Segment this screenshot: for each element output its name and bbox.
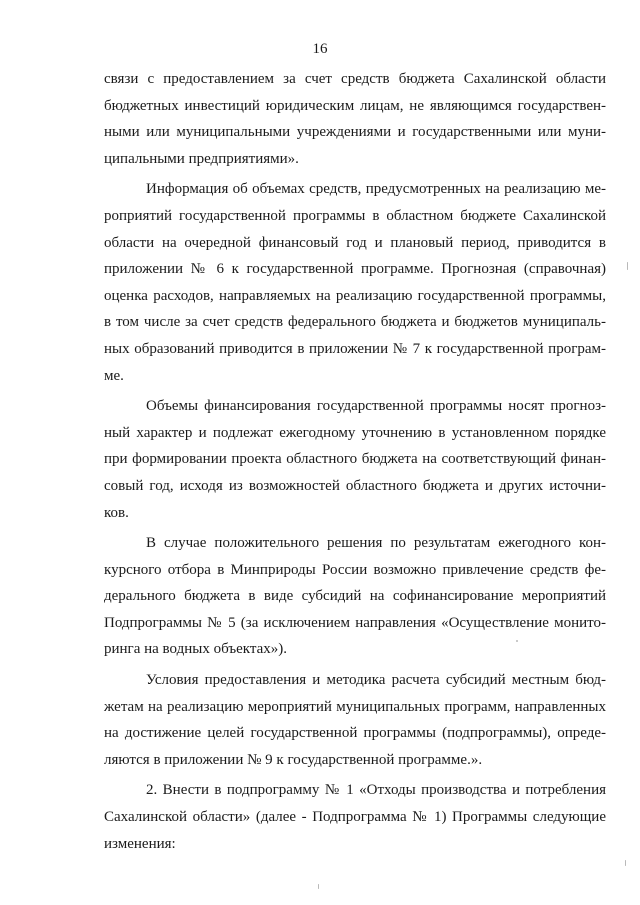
text-line: совый год, исходя из возможностей областного бюджета и других источни- [104, 477, 606, 494]
text-line: оценка расходов, направляемых на реализацию государственной программы, [104, 287, 606, 304]
text-line: Объемы финансирования государственной программы носят прогноз- [146, 398, 606, 415]
text-line: ных образований приводится в приложении № 7 к государственной програм- [104, 340, 606, 357]
paragraph-2 [104, 176, 606, 389]
paragraph-1 [104, 66, 606, 172]
text-line: Информация об объемах средств, предусмотренных на реализацию ме- [146, 181, 606, 198]
text-line: ляются в приложении № 9 к государственной программе.». [104, 751, 483, 768]
paragraph-3 [104, 393, 606, 526]
text-line: изменения: [104, 835, 176, 852]
text-line: Сахалинской области» (далее - Подпрограмма № 1) Программы следующие [104, 809, 606, 826]
document-body [104, 66, 606, 857]
text-line: В случае положительного решения по результатам ежегодного кон- [146, 535, 606, 552]
page-number: 16 [312, 41, 328, 57]
scan-speck [516, 640, 518, 642]
text-line: ный характер и подлежат ежегодному уточнению в установленном порядке [104, 424, 606, 441]
text-line: жетам на реализацию мероприятий муниципальных программ, направленных [104, 698, 606, 715]
text-line: на достижение целей государственной программы (подпрограммы), опреде- [104, 725, 606, 742]
text-line: связи с предоставлением за счет средств бюджета Сахалинской области [104, 71, 606, 87]
text-line: приложении № 6 к государственной программе. Прогнозная (справочная) [104, 261, 606, 278]
text-line: ными или муниципальными учреждениями и государственными или муни- [104, 124, 606, 141]
text-line: роприятий государственной программы в областном бюджете Сахалинской [104, 207, 606, 224]
text-line: в том числе за счет средств федерального бюджета и бюджетов муниципаль- [104, 314, 606, 331]
text-line: бюджетных инвестиций юридическим лицам, не являющимся государствен- [104, 97, 606, 114]
paragraph-5 [104, 667, 606, 773]
scan-speck [627, 262, 628, 270]
text-line: Условия предоставления и методика расчета субсидий местным бюд- [146, 672, 606, 689]
text-line: ме. [104, 367, 124, 384]
text-line: дерального бюджета в виде субсидий на софинансирование мероприятий [104, 588, 606, 605]
text-line: ринга на водных объектах»). [104, 641, 287, 658]
paragraph-6 [104, 777, 606, 857]
text-line: ков. [104, 504, 129, 521]
paragraph-4 [104, 530, 606, 663]
scan-speck [625, 860, 626, 866]
text-line: области на очередной финансовый год и плановый период, приводится в [104, 234, 606, 251]
text-line: при формировании проекта областного бюджета на соответствующий финан- [104, 451, 606, 468]
text-line: Подпрограммы № 5 (за исключением направления «Осуществление монито- [104, 614, 606, 631]
text-line: курсного отбора в Минприроды России возможно привлечение средств фе- [104, 561, 606, 578]
text-line: 2. Внести в подпрограмму № 1 «Отходы производства и потребления [146, 782, 606, 799]
text-line: ципальными предприятиями». [104, 150, 299, 167]
scan-speck [318, 884, 319, 889]
